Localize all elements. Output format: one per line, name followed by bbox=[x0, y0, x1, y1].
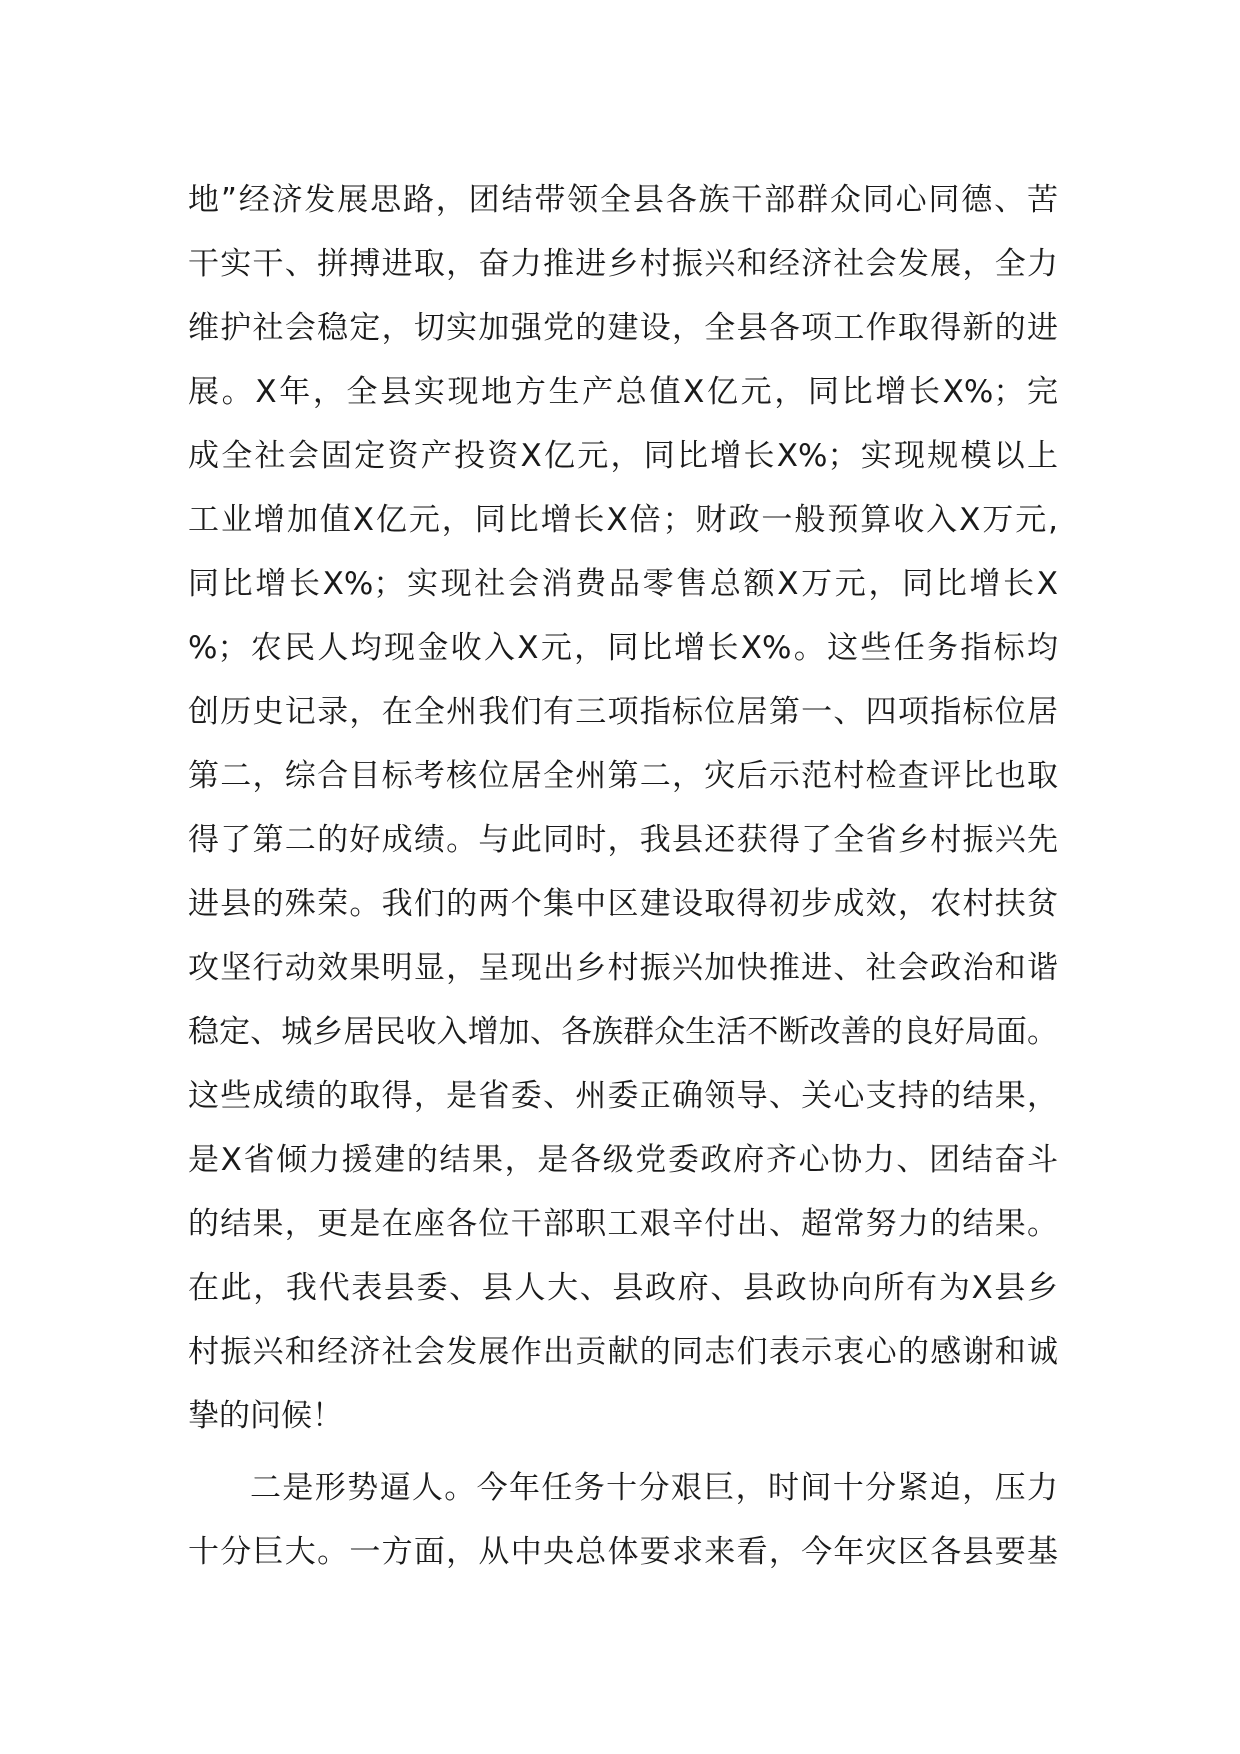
text-line: 第二，综合目标考核位居全州第二，灾后示范村检查评比也取 bbox=[188, 758, 1058, 794]
text-line: 同比增长X%；实现社会消费品零售总额X万元，同比增长X bbox=[188, 566, 1058, 602]
text-line: 挚的问候！ bbox=[188, 1398, 343, 1434]
text-line: 干实干、拼搏进取，奋力推进乡村振兴和经济社会发展，全力 bbox=[188, 246, 1058, 282]
text-line: 得了第二的好成绩。与此同时，我县还获得了全省乡村振兴先 bbox=[188, 822, 1058, 858]
text-line: 稳定、城乡居民收入增加、各族群众生活不断改善的良好局面。 bbox=[188, 1014, 1058, 1050]
text-line: 维护社会稳定，切实加强党的建设，全县各项工作取得新的进 bbox=[188, 310, 1058, 346]
paragraph-spacing bbox=[188, 1448, 1058, 1456]
text-line: 二是形势逼人。今年任务十分艰巨，时间十分紧迫，压力 bbox=[250, 1470, 1058, 1506]
text-line: %；农民人均现金收入X元，同比增长X%。这些任务指标均 bbox=[188, 630, 1058, 666]
paragraph-1 bbox=[188, 168, 1058, 1448]
text-line: 成全社会固定资产投资X亿元，同比增长X%；实现规模以上 bbox=[188, 438, 1058, 474]
text-line: 地”经济发展思路，团结带领全县各族干部群众同心同德、苦 bbox=[188, 182, 1058, 218]
text-line: 工业增加值X亿元，同比增长X倍；财政一般预算收入X万元, bbox=[188, 502, 1058, 538]
text-line: 这些成绩的取得，是省委、州委正确领导、关心支持的结果， bbox=[188, 1078, 1058, 1114]
text-line: 村振兴和经济社会发展作出贡献的同志们表示衷心的感谢和诚 bbox=[188, 1334, 1058, 1370]
text-line: 十分巨大。一方面，从中央总体要求来看，今年灾区各县要基 bbox=[188, 1534, 1058, 1570]
text-line: 在此，我代表县委、县人大、县政府、县政协向所有为X县乡 bbox=[188, 1270, 1058, 1306]
text-line: 攻坚行动效果明显，呈现出乡村振兴加快推进、社会政治和谐 bbox=[188, 950, 1058, 986]
document-body bbox=[188, 168, 1058, 1584]
text-line: 进县的殊荣。我们的两个集中区建设取得初步成效，农村扶贫 bbox=[188, 886, 1058, 922]
text-line: 创历史记录，在全州我们有三项指标位居第一、四项指标位居 bbox=[188, 694, 1058, 730]
text-line: 展。X年，全县实现地方生产总值X亿元，同比增长X%；完 bbox=[188, 374, 1058, 410]
text-line: 是X省倾力援建的结果，是各级党委政府齐心协力、团结奋斗 bbox=[188, 1142, 1058, 1178]
paragraph-2 bbox=[188, 1456, 1058, 1584]
text-line: 的结果，更是在座各位干部职工艰辛付出、超常努力的结果。 bbox=[188, 1206, 1058, 1242]
